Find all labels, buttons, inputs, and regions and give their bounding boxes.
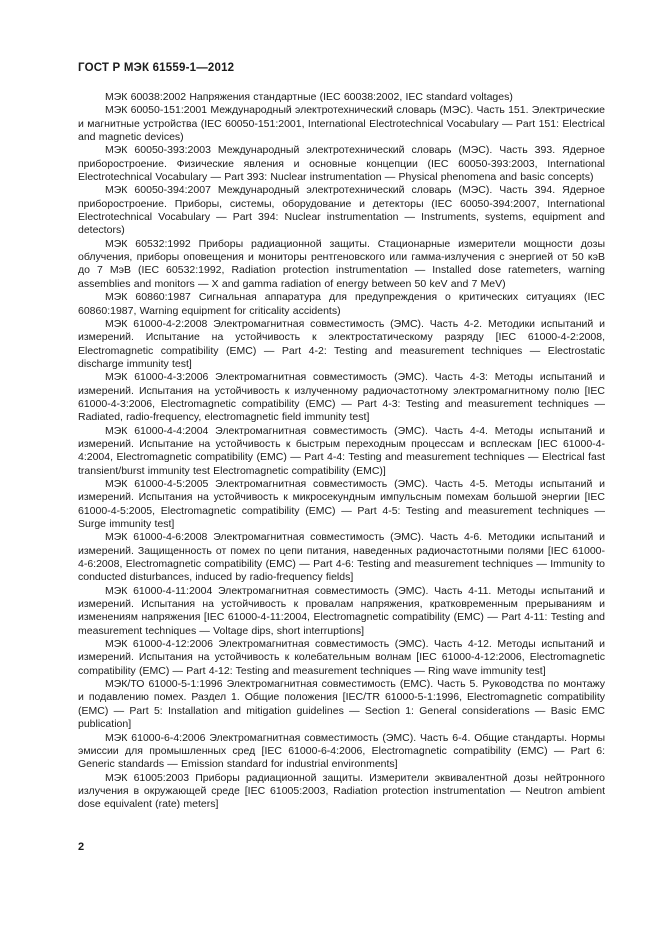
reference-paragraph: МЭК/ТО 61000-5-1:1996 Электромагнитная совместимость (EMC). Часть 5. Руководства по монтажу и подавлению помех. Раздел 1. Общие положения [IEC/TR 61000-5-1:1996, Electromagnetic compatibility (EMC) — Part 5: Installation and mitigation guidelines — Section 1: General considerations — Basic EMC publication] xyxy=(78,678,605,731)
reference-paragraph: МЭК 61000-4-4:2004 Электромагнитная совместимость (ЭМС). Часть 4-4. Методы испытаний и измерений. Испытание на устойчивость к быстрым переходным процессам и всплескам [IEC 61000-4-4:2004, Electromagnetic compatibility (EMC) — Part 4-4: Testing and measurement techniques — Electrical fast transient/burst immunity test Electromagnetic compatibility (EMC)] xyxy=(78,424,605,477)
reference-paragraph: МЭК 61000-4-6:2008 Электромагнитная совместимость (ЭМС). Часть 4-6. Методики испытаний и измерений. Защищенность от помех по цепи питания, наведенных радиочастотными полями [IEC 61000-4-6:2008, Electromagnetic compatibility (EMC) — Part 4-6: Testing and measurement techniques — Immunity to conducted disturbances, induced by radio-frequency fields] xyxy=(78,531,605,584)
reference-paragraph: МЭК 60038:2002 Напряжения стандартные (IEC 60038:2002, IEC standard voltages) xyxy=(105,91,513,103)
reference-paragraph: МЭК 60532:1992 Приборы радиационной защиты. Стационарные измерители мощности дозы облучения, приборы оповещения и мониторы рентгеновского или гамма-излучения с энергией от 50 кэВ до 7 МэВ (IEC 60532:1992, Radiation protection instrumentation — Installed dose ratemeters, warning assemblies and monitors — X and gamma radiation of energy between 50 keV and 7 MeV) xyxy=(78,237,605,290)
reference-paragraph: МЭК 61000-4-5:2005 Электромагнитная совместимость (ЭМС). Часть 4-5. Методы испытаний и измерений. Испытания на устойчивость к микросекундным импульсным помехам большой энергии [IEC 61000-4-5:2005, Electromagnetic compatibility (EMC) — Part 4-5: Testing and measurement techniques — Surge immunity test] xyxy=(78,477,605,530)
reference-paragraph: МЭК 61000-6-4:2006 Электромагнитная совместимость (ЭМС). Часть 6-4. Общие стандарты. Нормы эмиссии для промышленных сред [IEC 61000-6-4:2006, Electromagnetic compatibility (EMC) — Part 6: Generic standards — Emission standard for industrial environments] xyxy=(78,731,605,771)
reference-paragraph: МЭК 61000-4-12:2006 Электромагнитная совместимость (ЭМС). Часть 4-12. Методы испытаний и измерений. Испытания на устойчивость к колебательным волнам [IEC 61000-4-12:2006, Electromagnetic compatibility (EMC) — Part 4-12: Testing and measurement techniques — Ring wave immunity test] xyxy=(78,638,605,677)
reference-paragraph: МЭК 60860:1987 Сигнальная аппаратура для предупреждения о критических ситуациях (IEC 60860:1987, Warning equipment for criticality accidents) xyxy=(78,291,605,317)
references-list xyxy=(78,91,605,812)
document-header-title: ГОСТ Р МЭК 61559-1—2012 xyxy=(78,62,235,74)
reference-paragraph: МЭК 60050-394:2007 Международный электротехнический словарь (МЭС). Часть 394. Ядерное приборостроение. Приборы, системы, оборудование и детекторы (IEC 60050-394:2007, International Electrotechnical Vocabulary — Part 394: Nuclear instrumentation — Instruments, systems, equipment and detectors) xyxy=(78,184,605,237)
reference-paragraph: МЭК 60050-393:2003 Международный электротехнический словарь (МЭС). Часть 393. Ядерное приборостроение. Физические явления и основные концепции (IEC 60050-393:2003, International Electrotechnical Vocabulary — Part 393: Nuclear instrumentation — Physical phenomena and basic concepts) xyxy=(78,144,605,184)
reference-paragraph: МЭК 61005:2003 Приборы радиационной защиты. Измерители эквивалентной дозы нейтронного излучения в окружающей среде [IEC 61005:2003, Radiation protection instrumentation — Neutron ambient dose equivalent (rate) meters] xyxy=(78,771,605,811)
page-number: 2 xyxy=(78,841,85,853)
reference-paragraph: МЭК 61000-4-2:2008 Электромагнитная совместимость (ЭМС). Часть 4-2. Методики испытаний и измерений. Испытание на устойчивость к электростатическому разряду [IEC 61000-4-2:2008, Electromagnetic compatibility (EMC) — Part 4-2: Testing and measurement techniques — Electrostatic discharge immunity test] xyxy=(78,317,605,370)
reference-paragraph: МЭК 61000-4-3:2006 Электромагнитная совместимость (ЭМС). Часть 4-3: Методы испытаний и измерений. Испытания на устойчивость к излученному радиочастотному электромагнитному полю [IEC 61000-4-3:2006, Electromagnetic compatibility (EMC) — Part 4-3: Testing and measurement techniques — Radiated, radio-frequency, electromagnetic field immunity test] xyxy=(78,371,605,424)
reference-paragraph: МЭК 61000-4-11:2004 Электромагнитная совместимость (ЭМС). Часть 4-11. Методы испытаний и измерений. Испытания на устойчивость к провалам напряжения, кратковременным прерываниям и изменениям напряжения [IEC 61000-4-11:2004, Electromagnetic compatibility (EMC) — Part 4-11: Testing and measurement techniques — Voltage dips, short interruptions] xyxy=(78,584,605,637)
reference-paragraph: МЭК 60050-151:2001 Международный электротехнический словарь (МЭС). Часть 151. Электрические и магнитные устройства (IEC 60050-151:2001, International Electrotechnical Vocabulary — Part 151: Electrical and magnetic devices) xyxy=(78,104,605,144)
